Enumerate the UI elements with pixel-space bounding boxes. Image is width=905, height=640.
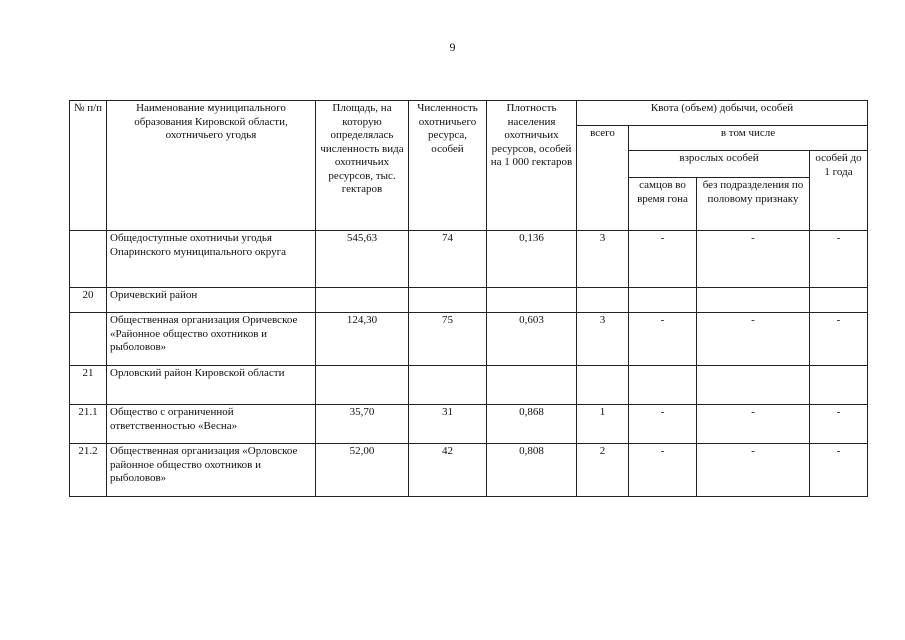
page-number: 9 — [449, 40, 456, 54]
cell-area: 35,70 — [316, 405, 409, 444]
cell-count: 74 — [409, 231, 487, 288]
cell-density: 0,808 — [487, 444, 577, 497]
header-area: Площадь, на которую определялась численность вида охотничьих ресурсов, тыс. гектаров — [316, 101, 409, 231]
cell-under-year: - — [810, 405, 868, 444]
cell-under-year: - — [810, 231, 868, 288]
cell-area — [316, 288, 409, 313]
cell-area — [316, 366, 409, 405]
table-row — [70, 444, 868, 497]
cell-males-rut: - — [629, 405, 697, 444]
cell-density: 0,603 — [487, 313, 577, 366]
cell-density — [487, 366, 577, 405]
table-header-row — [70, 101, 868, 126]
cell-under-year: - — [810, 444, 868, 497]
header-including: в том числе — [629, 126, 868, 151]
cell-area: 52,00 — [316, 444, 409, 497]
header-count: Численность охотничьего ресурса, особей — [409, 101, 487, 231]
header-quota: Квота (объем) добычи, особей — [577, 101, 868, 126]
table-row — [70, 405, 868, 444]
cell-total: 2 — [577, 444, 629, 497]
cell-num: 20 — [70, 288, 107, 313]
cell-num: 21.1 — [70, 405, 107, 444]
cell-num: 21 — [70, 366, 107, 405]
cell-density: 0,868 — [487, 405, 577, 444]
cell-under-year: - — [810, 313, 868, 366]
header-males-rut: самцов во время гона — [629, 178, 697, 231]
cell-name: Орловский район Кировской области — [107, 366, 316, 405]
table-row — [70, 288, 868, 313]
cell-num — [70, 231, 107, 288]
cell-males-rut — [629, 366, 697, 405]
cell-no-sex-split: - — [697, 405, 810, 444]
cell-name: Оричевский район — [107, 288, 316, 313]
cell-males-rut: - — [629, 313, 697, 366]
cell-count — [409, 366, 487, 405]
cell-no-sex-split: - — [697, 444, 810, 497]
cell-males-rut: - — [629, 444, 697, 497]
cell-num: 21.2 — [70, 444, 107, 497]
header-number: № п/п — [70, 101, 107, 231]
cell-num — [70, 313, 107, 366]
cell-under-year — [810, 288, 868, 313]
cell-count: 42 — [409, 444, 487, 497]
header-name: Наименование муниципального образования Кировской области, охотничьего угодья — [107, 101, 316, 231]
cell-no-sex-split: - — [697, 231, 810, 288]
cell-total: 3 — [577, 231, 629, 288]
header-density: Плотность населения охотничьих ресурсов, особей на 1 000 гектаров — [487, 101, 577, 231]
cell-name: Общедоступные охотничьи угодья Опаринского муниципального округа — [107, 231, 316, 288]
cell-under-year — [810, 366, 868, 405]
table-row — [70, 231, 868, 288]
header-under-year: особей до 1 года — [810, 151, 868, 231]
cell-total — [577, 366, 629, 405]
cell-area: 545,63 — [316, 231, 409, 288]
cell-no-sex-split — [697, 288, 810, 313]
cell-no-sex-split — [697, 366, 810, 405]
cell-count: 31 — [409, 405, 487, 444]
header-total: всего — [577, 126, 629, 231]
header-no-sex-split: без подразделения по половому признаку — [697, 178, 810, 231]
cell-density: 0,136 — [487, 231, 577, 288]
cell-name: Общественная организация Оричевское «Районное общество охотников и рыболовов» — [107, 313, 316, 366]
cell-total — [577, 288, 629, 313]
table-row — [70, 313, 868, 366]
cell-area: 124,30 — [316, 313, 409, 366]
hunting-quota-table — [69, 100, 868, 497]
cell-males-rut — [629, 288, 697, 313]
cell-total: 1 — [577, 405, 629, 444]
cell-density — [487, 288, 577, 313]
cell-count: 75 — [409, 313, 487, 366]
cell-no-sex-split: - — [697, 313, 810, 366]
cell-count — [409, 288, 487, 313]
cell-name: Общество с ограниченной ответственностью «Весна» — [107, 405, 316, 444]
cell-males-rut: - — [629, 231, 697, 288]
header-adults: взрослых особей — [629, 151, 810, 178]
table-row — [70, 366, 868, 405]
cell-total: 3 — [577, 313, 629, 366]
cell-name: Общественная организация «Орловское районное общество охотников и рыболовов» — [107, 444, 316, 497]
